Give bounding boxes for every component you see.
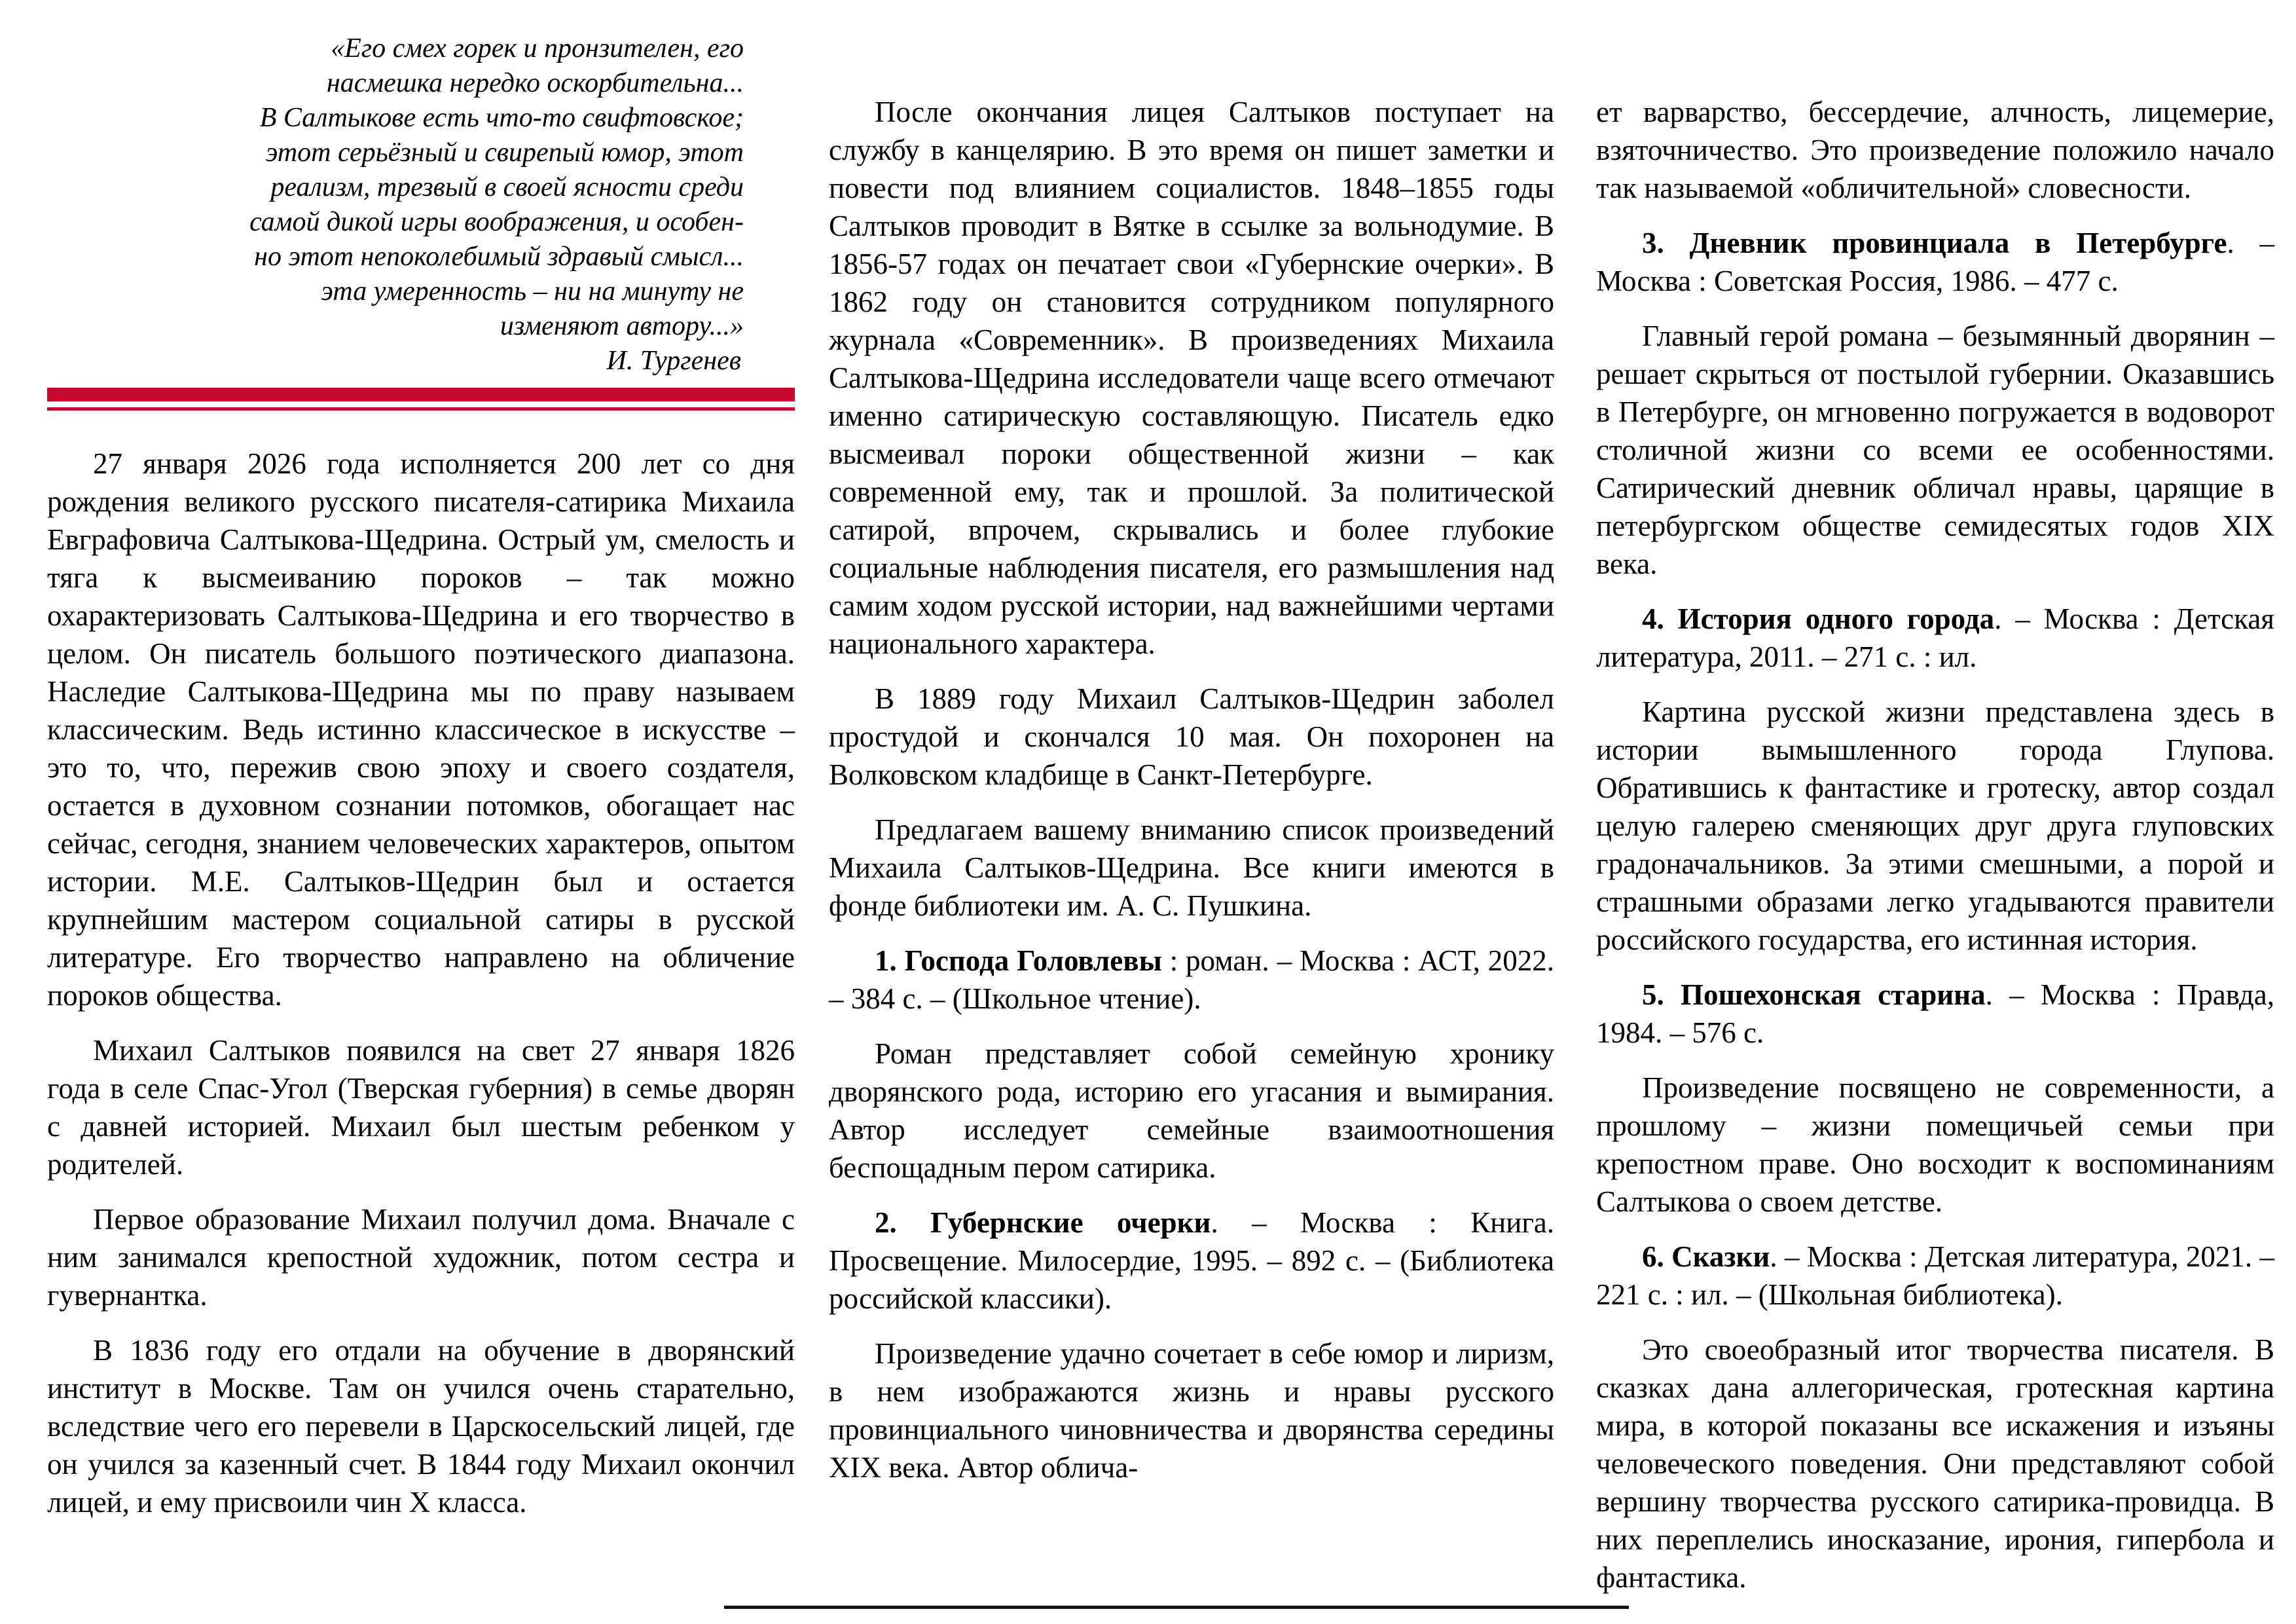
- epigraph-line: «Его смех горек и пронзителен, его: [331, 33, 744, 64]
- book-biblio: . – Москва : Детская литература, 2011. – 271 с. : ил.: [1596, 602, 2274, 673]
- paragraph: 27 января 2026 года исполняется 200 лет со дня рождения великого русского писателя-сатирика Михаила Евграфовича Салтыкова-Щедрина. Острый ум, смелость и тяга к высмеиванию пороков – так можно охарактеризовать Салтыкова-Щедрина и его творчество в целом. Он писатель большого поэтического диапазона. Наследие Салтыкова-Щедрина мы по праву называем классическим. Ведь истинно классическое в искусстве – это то, что, пережив свою эпоху и своего создателя, остается в духовном сознании потомков, обогащает нас сейчас, сегодня, знанием человеческих характеров, опытом истории. М.Е. Салтыков-Щедрин был и остается крупнейшим мастером социальной сатиры в русской литературе. Его творчество направлено на обличение пороков общества.: [47, 447, 795, 1012]
- book-title: 5. Пошехонская старина: [1642, 978, 1986, 1011]
- epigraph-line: самой дикой игры воображения, и особен-: [249, 207, 744, 237]
- book-entry: [1596, 1238, 2274, 1314]
- book-title: 6. Сказки: [1642, 1240, 1770, 1273]
- paragraph: В 1889 году Михаил Салтыков-Щедрин заболел простудой и скончался 10 мая. Он похоронен на Волковском кладбище в Санкт-Петербурге.: [829, 682, 1554, 791]
- book-entry: [1596, 224, 2274, 300]
- book-annotation: Это своеобразный итог творчества писателя. В сказках дана аллегорическая, гротескная картина мира, в которой показаны все искажения и изъяны человеческого поведения. Они представляют собой вершину творчества русского сатирика-провидца. В них переплелись иносказание, ирония, гипербола и фантастика.: [1596, 1333, 2274, 1594]
- book-title: 3. Дневник провинциала в Петербурге: [1642, 227, 2227, 259]
- epigraph-line: этот серьёзный и свирепый юмор, этот: [265, 138, 744, 168]
- red-rule-thin: [47, 407, 795, 411]
- epigraph-line: эта умеренность – ни на минуту не: [321, 276, 744, 306]
- epigraph-line: насмешка нередко оскорбительна...: [326, 68, 744, 98]
- book-biblio: . – Москва : Советская Россия, 1986. – 477 с.: [1596, 227, 2274, 297]
- paragraph: Предлагаем вашему вниманию список произведений Михаила Салтыков-Щедрина. Все книги имеются в фонде библиотеки им. А. С. Пушкина.: [829, 813, 1554, 922]
- red-rule-thick: [47, 388, 795, 401]
- epigraph: [47, 18, 744, 378]
- book-entry: [1596, 600, 2274, 676]
- paragraph: После окончания лицея Салтыков поступает на службу в канцелярию. В это время он пишет заметки и повести под влиянием социалистов. 1848–1855 годы Салтыков проводит в Вятке в ссылке за вольнодумие. В 1856-57 годах он печатает свои «Губернские очерки». В 1862 году он становится сотрудником популярного журнала «Современник». В произведениях Михаила Салтыкова-Щедрина исследователи чаще всего отмечают именно сатирическую составляющую. Писатель едко высмеивал пороки общественной жизни – как современной ему, так и прошлой. За политической сатирой, впрочем, скрывались и более глубокие социальные наблюдения писателя, его размышления над самим ходом русской истории, над важнейшими чертами национального характера.: [829, 96, 1554, 660]
- epigraph-author: И. Тургенев: [606, 346, 741, 376]
- book-annotation: Главный герой романа – безымянный дворянин – решает скрыться от постылой губернии. Оказавшись в Петербурге, он мгновенно погружается в водоворот столичной жизни со всеми ее особенностями. Сатирический дневник обличал нравы, царящие в петербургском обществе семидесятых годов XIX века.: [1596, 320, 2274, 580]
- book-annotation: Произведение удачно сочетает в себе юмор и лиризм, в нем изображаются жизнь и нравы русского провинциального чиновничества и дворянства середины XIX века. Автор облича-: [829, 1337, 1554, 1484]
- book-title: 1. Господа Головлевы: [875, 944, 1162, 977]
- middle-column: [829, 93, 1554, 1504]
- book-annotation: Произведение посвящено не современности, а прошлому – жизни помещичьей семьи при крепостном праве. Оно восходит к воспоминаниям Салтыкова о своем детстве.: [1596, 1071, 2274, 1218]
- book-entry: [1596, 976, 2274, 1052]
- left-column: [47, 18, 795, 1538]
- red-divider: [47, 388, 795, 411]
- epigraph-line: реализм, трезвый в своей ясности среди: [270, 172, 744, 202]
- book-entry: [829, 1204, 1554, 1318]
- epigraph-line: изменяют автору...»: [500, 311, 744, 341]
- book-annotation: Картина русской жизни представлена здесь в истории вымышленного города Глупова. Обратившись к фантастике и гротеску, автор создал целую галерею сменяющих друг друга глуповских градоначальников. За этими смешными, а порой и страшными образами легко угадываются правители российского государства, его истинная история.: [1596, 695, 2274, 956]
- paragraph: Первое образование Михаил получил дома. Вначале с ним занимался крепостной художник, потом сестра и гувернантка.: [47, 1203, 795, 1312]
- paragraph: В 1836 году его отдали на обучение в дворянский институт в Москве. Там он учился очень старательно, вследствие чего его перевели в Царскосельский лицей, где он учился за казенный счет. В 1844 году Михаил окончил лицей, и ему присвоили чин X класса.: [47, 1334, 795, 1519]
- book-biblio: . – Москва : Правда, 1984. – 576 с.: [1596, 978, 2274, 1049]
- book-biblio: . – Москва : Книга. Просвещение. Милосердие, 1995. – 892 с. – (Библиотека российской классики).: [829, 1206, 1555, 1315]
- annotation-continuation: ет варварство, бессердечие, алчность, лицемерие, взяточничество. Это произведение положило начало так называемой «обличительной» словесности.: [1596, 96, 2274, 204]
- epigraph-line: но этот непоколебимый здравый смысл...: [254, 242, 744, 272]
- epigraph-line: В Салтыкове есть что-то свифтовское;: [259, 103, 744, 133]
- paragraph: Михаил Салтыков появился на свет 27 января 1826 года в селе Спас-Угол (Тверская губерния) в семье дворян с давней историей. Михаил был шестым ребенком у родителей.: [47, 1034, 795, 1181]
- book-biblio: : роман. – Москва : АСТ, 2022. – 384 с. – (Школьное чтение).: [829, 944, 1554, 1015]
- book-title: 4. История одного города: [1642, 602, 1995, 635]
- book-biblio: . – Москва : Детская литература, 2021. – 221 с. : ил. – (Школьная библиотека).: [1596, 1240, 2274, 1311]
- right-column: [1596, 93, 2274, 1614]
- book-annotation: Роман представляет собой семейную хронику дворянского рода, историю его угасания и вымирания. Автор исследует семейные взаимоотношения беспощадным пером сатирика.: [829, 1037, 1554, 1184]
- page-bottom-rule: [724, 1606, 1629, 1609]
- left-column-text: [47, 445, 795, 1521]
- book-title: 2. Губернские очерки: [875, 1206, 1211, 1239]
- book-entry: [829, 942, 1554, 1018]
